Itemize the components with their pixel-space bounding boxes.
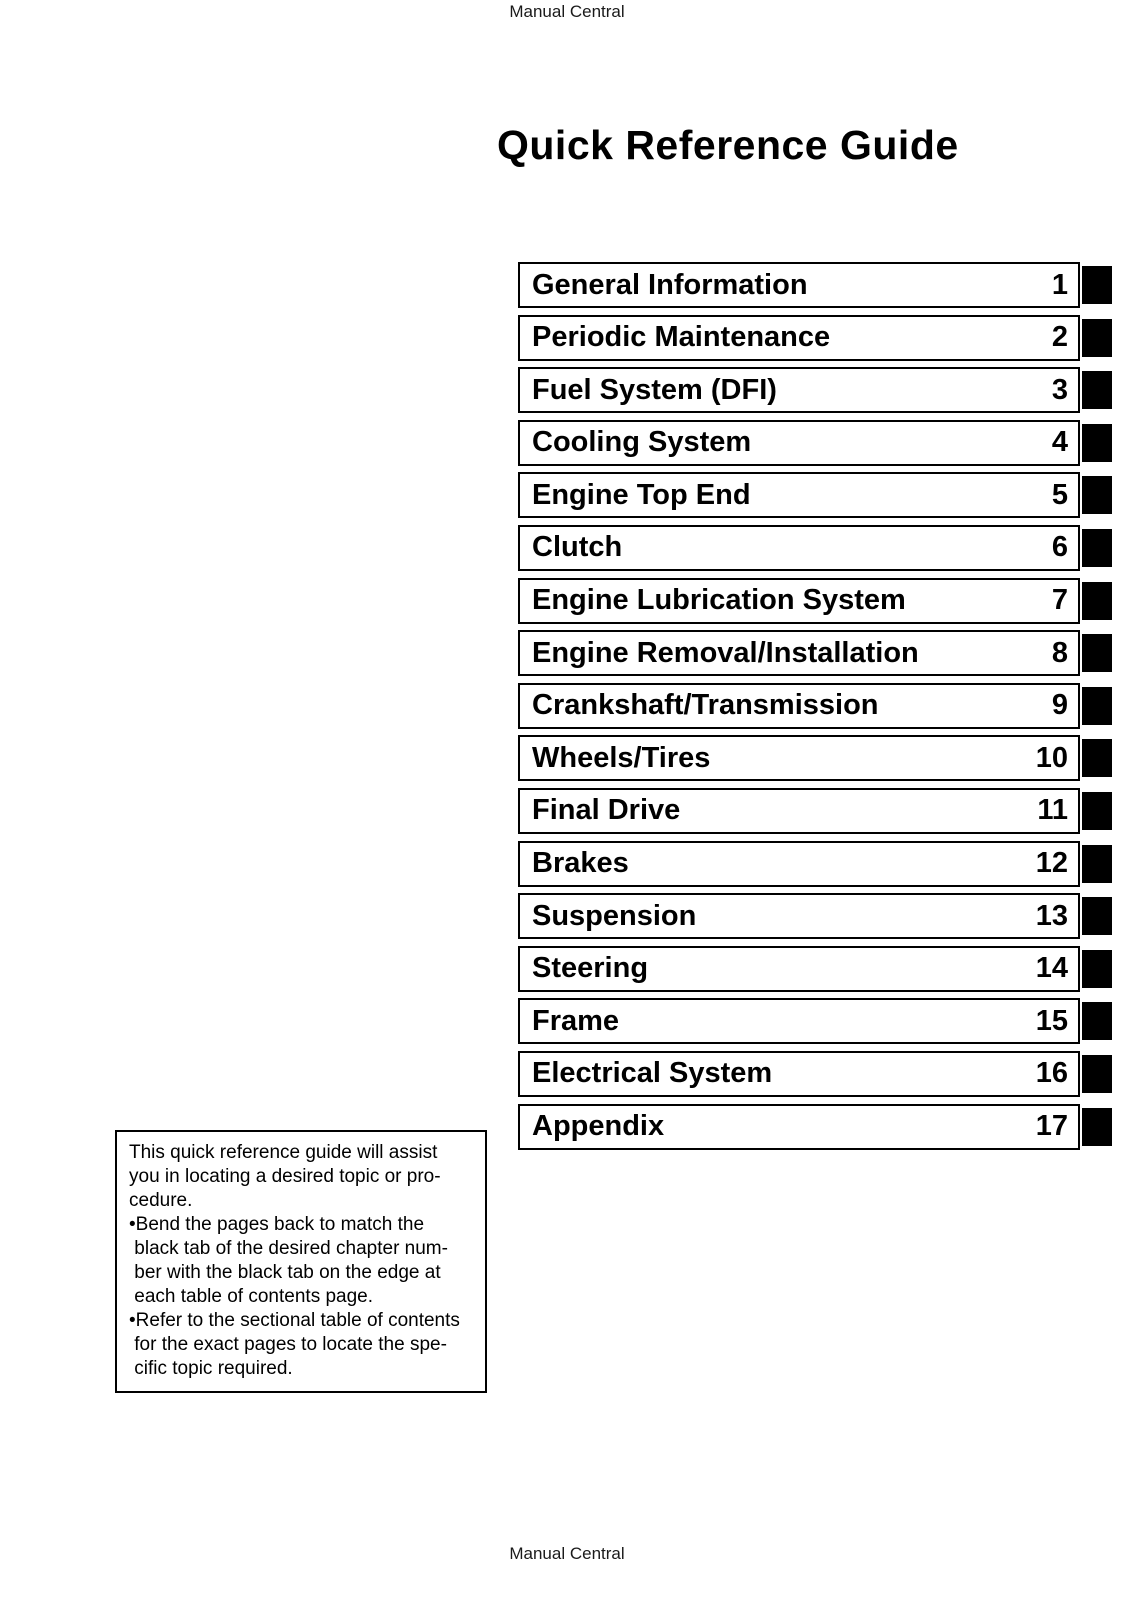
chapter-row xyxy=(518,525,1112,571)
chapter-box xyxy=(518,472,1080,518)
note-line: This quick reference guide will assist xyxy=(129,1142,438,1163)
chapter-label: General Information xyxy=(532,268,808,301)
chapter-tab-marker xyxy=(1082,476,1112,514)
chapter-row xyxy=(518,683,1112,729)
chapter-number: 8 xyxy=(1051,636,1068,669)
footer-text: Manual Central xyxy=(509,1544,625,1563)
chapter-label: Steering xyxy=(532,952,649,985)
chapter-number: 16 xyxy=(1035,1057,1068,1090)
chapter-tab-marker xyxy=(1082,319,1112,357)
chapter-row xyxy=(518,735,1112,781)
chapter-tab-marker xyxy=(1082,739,1112,777)
chapter-box xyxy=(518,367,1080,413)
chapter-box xyxy=(518,683,1080,729)
chapter-row xyxy=(518,315,1112,361)
chapter-row xyxy=(518,367,1112,413)
chapter-label: Frame xyxy=(532,1004,620,1037)
chapter-label: Engine Top End xyxy=(532,478,751,511)
chapter-box xyxy=(518,525,1080,571)
chapter-number: 12 xyxy=(1035,847,1068,880)
note-line: cedure. xyxy=(129,1190,193,1211)
note-line: •Refer to the sectional table of contents xyxy=(129,1310,460,1331)
header-text: Manual Central xyxy=(509,2,625,21)
chapter-label: Fuel System (DFI) xyxy=(532,373,777,406)
chapter-tab-marker xyxy=(1082,634,1112,672)
chapter-row xyxy=(518,420,1112,466)
chapter-tab-marker xyxy=(1082,1108,1112,1146)
chapter-tab-marker xyxy=(1082,582,1112,620)
chapter-number: 14 xyxy=(1035,952,1068,985)
chapter-number: 2 xyxy=(1051,321,1068,354)
chapter-row xyxy=(518,1104,1112,1150)
chapter-label: Cooling System xyxy=(532,426,752,459)
note-line: ber with the black tab on the edge at xyxy=(129,1262,441,1283)
chapter-row xyxy=(518,788,1112,834)
chapter-box xyxy=(518,946,1080,992)
chapter-box xyxy=(518,735,1080,781)
note-line: cific topic required. xyxy=(129,1358,293,1379)
chapter-tab-marker xyxy=(1082,371,1112,409)
chapter-box xyxy=(518,998,1080,1044)
chapter-number: 6 xyxy=(1051,531,1068,564)
chapter-box xyxy=(518,315,1080,361)
chapter-tab-marker xyxy=(1082,950,1112,988)
chapter-box xyxy=(518,841,1080,887)
chapter-tab-marker xyxy=(1082,792,1112,830)
chapter-label: Periodic Maintenance xyxy=(532,321,831,354)
chapter-row xyxy=(518,946,1112,992)
chapter-number: 10 xyxy=(1035,741,1068,774)
chapter-row xyxy=(518,262,1112,308)
note-box xyxy=(115,1130,487,1393)
chapter-number: 1 xyxy=(1051,268,1068,301)
chapter-tab-marker xyxy=(1082,845,1112,883)
chapter-number: 9 xyxy=(1051,689,1068,722)
page-title: Quick Reference Guide xyxy=(497,122,959,168)
chapter-label: Engine Lubrication System xyxy=(532,584,906,617)
chapter-row xyxy=(518,893,1112,939)
chapter-tab-marker xyxy=(1082,687,1112,725)
chapter-row xyxy=(518,1051,1112,1097)
chapter-list xyxy=(518,262,1112,1156)
chapter-label: Suspension xyxy=(532,899,697,932)
chapter-tab-marker xyxy=(1082,897,1112,935)
chapter-row xyxy=(518,998,1112,1044)
chapter-number: 5 xyxy=(1051,478,1068,511)
chapter-row xyxy=(518,472,1112,518)
chapter-row xyxy=(518,578,1112,624)
note-line: for the exact pages to locate the spe- xyxy=(129,1334,447,1355)
chapter-box xyxy=(518,1104,1080,1150)
chapter-box xyxy=(518,578,1080,624)
chapter-number: 15 xyxy=(1035,1004,1068,1037)
chapter-row xyxy=(518,841,1112,887)
chapter-box xyxy=(518,1051,1080,1097)
chapter-label: Engine Removal/Installation xyxy=(532,636,919,669)
chapter-number: 7 xyxy=(1051,584,1068,617)
note-line: •Bend the pages back to match the xyxy=(129,1214,425,1235)
chapter-number: 4 xyxy=(1051,426,1068,459)
chapter-tab-marker xyxy=(1082,266,1112,304)
chapter-number: 17 xyxy=(1035,1110,1068,1142)
chapter-tab-marker xyxy=(1082,1002,1112,1040)
chapter-label: Brakes xyxy=(532,847,629,880)
chapter-label: Clutch xyxy=(532,531,623,564)
chapter-box xyxy=(518,893,1080,939)
chapter-label: Electrical System xyxy=(532,1057,773,1090)
chapter-label: Crankshaft/Transmission xyxy=(532,689,879,722)
chapter-label: Appendix xyxy=(532,1110,665,1142)
chapter-label: Wheels/Tires xyxy=(532,741,711,774)
chapter-box xyxy=(518,788,1080,834)
chapter-number: 3 xyxy=(1051,373,1068,406)
chapter-tab-marker xyxy=(1082,529,1112,567)
chapter-number: 13 xyxy=(1035,899,1068,932)
note-line: black tab of the desired chapter num- xyxy=(129,1238,448,1259)
note-line: each table of contents page. xyxy=(129,1286,374,1307)
chapter-tab-marker xyxy=(1082,424,1112,462)
note-line: you in locating a desired topic or pro- xyxy=(129,1166,441,1187)
chapter-tab-marker xyxy=(1082,1055,1112,1093)
chapter-label: Final Drive xyxy=(532,794,681,827)
chapter-box xyxy=(518,262,1080,308)
chapter-box xyxy=(518,630,1080,676)
chapter-box xyxy=(518,420,1080,466)
chapter-number: 11 xyxy=(1037,794,1068,827)
chapter-row xyxy=(518,630,1112,676)
